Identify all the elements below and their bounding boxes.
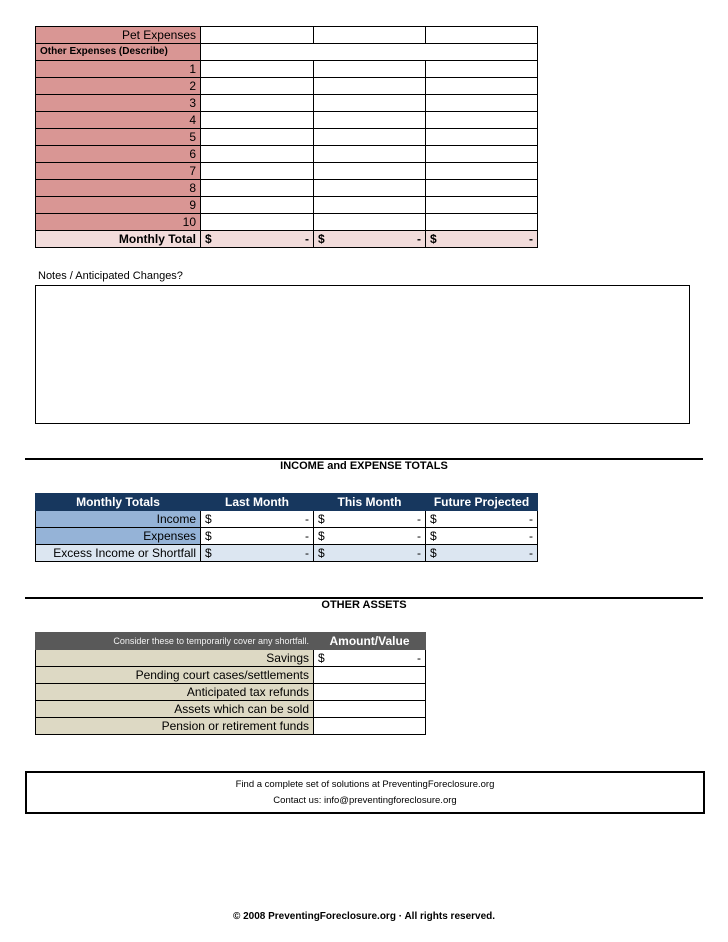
pet-expenses-label: Pet Expenses xyxy=(36,27,201,44)
table-header-row xyxy=(36,494,538,511)
expense-cell[interactable] xyxy=(426,214,538,231)
expense-cell[interactable] xyxy=(314,78,426,95)
expense-cell[interactable] xyxy=(314,112,426,129)
footer-box xyxy=(25,771,705,814)
row-label: Income xyxy=(36,511,201,528)
other-expense-number: 6 xyxy=(36,146,201,163)
expense-cell[interactable] xyxy=(201,129,314,146)
amount-value: - xyxy=(417,546,421,560)
expense-cell[interactable] xyxy=(314,95,426,112)
column-header: This Month xyxy=(314,494,426,511)
income-expense-title: INCOME and EXPENSE TOTALS xyxy=(280,460,448,472)
currency-symbol: $ xyxy=(318,529,325,543)
asset-amount-cell[interactable] xyxy=(314,684,426,701)
asset-label: Assets which can be sold xyxy=(36,701,314,718)
amount-value: - xyxy=(305,529,309,543)
other-expenses-describe-cell[interactable] xyxy=(201,44,538,61)
expense-cell[interactable] xyxy=(426,78,538,95)
other-assets-title: OTHER ASSETS xyxy=(321,599,407,611)
expenses-row xyxy=(36,528,538,545)
asset-amount-cell[interactable] xyxy=(314,718,426,735)
amount-value-header: Amount/Value xyxy=(314,633,426,650)
other-expense-number: 1 xyxy=(36,61,201,78)
table-row xyxy=(36,78,538,95)
column-header: Future Projected xyxy=(426,494,538,511)
amount-value: - xyxy=(305,546,309,560)
table-row xyxy=(36,667,426,684)
column-header: Monthly Totals xyxy=(36,494,201,511)
expense-cell[interactable] xyxy=(201,112,314,129)
table-row xyxy=(36,701,426,718)
amount-value: - xyxy=(305,232,309,246)
asset-label: Anticipated tax refunds xyxy=(36,684,314,701)
expense-cell[interactable] xyxy=(201,214,314,231)
table-row xyxy=(36,95,538,112)
amount-value: - xyxy=(305,512,309,526)
currency-symbol: $ xyxy=(205,232,212,246)
income-expense-table xyxy=(35,493,538,562)
table-row xyxy=(36,129,538,146)
currency-symbol: $ xyxy=(430,232,437,246)
expense-cell[interactable] xyxy=(201,95,314,112)
amount-value: - xyxy=(529,529,533,543)
other-expense-number: 10 xyxy=(36,214,201,231)
expense-cell[interactable] xyxy=(314,61,426,78)
expense-cell[interactable] xyxy=(201,180,314,197)
asset-label: Pending court cases/settlements xyxy=(36,667,314,684)
expense-cell[interactable] xyxy=(201,197,314,214)
table-row xyxy=(36,163,538,180)
other-expense-number: 9 xyxy=(36,197,201,214)
other-expense-number: 3 xyxy=(36,95,201,112)
table-row xyxy=(36,61,538,78)
currency-symbol: $ xyxy=(430,529,437,543)
table-row xyxy=(36,718,426,735)
table-row xyxy=(36,44,538,61)
expense-cell[interactable] xyxy=(314,197,426,214)
row-label: Expenses xyxy=(36,528,201,545)
pet-expenses-this-month-cell[interactable] xyxy=(314,27,426,44)
currency-symbol: $ xyxy=(318,232,325,246)
asset-label: Savings xyxy=(36,650,314,667)
other-expense-number: 7 xyxy=(36,163,201,180)
pet-expenses-last-month-cell[interactable] xyxy=(201,27,314,44)
table-row xyxy=(36,27,538,44)
row-label: Excess Income or Shortfall xyxy=(36,545,201,562)
amount-value: - xyxy=(417,651,421,665)
currency-symbol: $ xyxy=(205,512,212,526)
currency-symbol: $ xyxy=(205,529,212,543)
expense-cell[interactable] xyxy=(426,180,538,197)
expense-cell[interactable] xyxy=(426,163,538,180)
notes-textarea[interactable] xyxy=(35,285,690,424)
expense-cell[interactable] xyxy=(201,146,314,163)
table-row xyxy=(36,197,538,214)
expense-cell[interactable] xyxy=(314,180,426,197)
asset-amount-cell[interactable] xyxy=(314,650,426,667)
asset-amount-cell[interactable] xyxy=(314,701,426,718)
amount-value: - xyxy=(529,232,533,246)
asset-amount-cell[interactable] xyxy=(314,667,426,684)
table-row xyxy=(36,684,426,701)
expense-cell[interactable] xyxy=(201,78,314,95)
currency-symbol: $ xyxy=(318,546,325,560)
other-expense-number: 4 xyxy=(36,112,201,129)
expense-table xyxy=(35,26,538,248)
expense-cell[interactable] xyxy=(426,197,538,214)
currency-symbol: $ xyxy=(318,512,325,526)
monthly-total-row xyxy=(36,231,538,248)
assets-hint: Consider these to temporarily cover any shortfall. xyxy=(36,633,314,650)
copyright-text: © 2008 PreventingForeclosure.org · All rights reserved. xyxy=(232,911,496,922)
income-row xyxy=(36,511,538,528)
expense-cell[interactable] xyxy=(426,129,538,146)
monthly-total-this-month xyxy=(314,231,426,248)
pet-expenses-future-cell[interactable] xyxy=(426,27,538,44)
amount-value: - xyxy=(417,232,421,246)
amount-value: - xyxy=(417,512,421,526)
expense-cell[interactable] xyxy=(314,129,426,146)
table-row xyxy=(36,650,426,667)
amount-cell xyxy=(314,545,426,562)
other-expense-number: 8 xyxy=(36,180,201,197)
table-row xyxy=(36,112,538,129)
expense-cell[interactable] xyxy=(426,95,538,112)
monthly-total-future xyxy=(426,231,538,248)
monthly-total-label: Monthly Total xyxy=(36,231,201,248)
asset-label: Pension or retirement funds xyxy=(36,718,314,735)
currency-symbol: $ xyxy=(318,651,325,665)
expense-cell[interactable] xyxy=(426,112,538,129)
amount-cell xyxy=(314,511,426,528)
other-expense-number: 5 xyxy=(36,129,201,146)
amount-cell xyxy=(426,545,538,562)
table-header-row xyxy=(36,633,426,650)
other-expenses-label: Other Expenses (Describe) xyxy=(36,44,201,61)
table-row xyxy=(36,214,538,231)
footer-solutions-text: Find a complete set of solutions at PreventingForeclosure.org xyxy=(235,779,495,790)
currency-symbol: $ xyxy=(205,546,212,560)
expense-cell[interactable] xyxy=(201,163,314,180)
other-expense-number: 2 xyxy=(36,78,201,95)
expense-cell[interactable] xyxy=(314,214,426,231)
expense-cell[interactable] xyxy=(201,61,314,78)
currency-symbol: $ xyxy=(430,512,437,526)
amount-cell xyxy=(314,528,426,545)
amount-cell xyxy=(201,528,314,545)
excess-row xyxy=(36,545,538,562)
other-assets-table xyxy=(35,632,426,735)
expense-cell[interactable] xyxy=(314,163,426,180)
amount-value: - xyxy=(529,546,533,560)
amount-cell xyxy=(426,511,538,528)
amount-value: - xyxy=(417,529,421,543)
amount-value: - xyxy=(529,512,533,526)
table-row xyxy=(36,180,538,197)
amount-cell xyxy=(426,528,538,545)
table-row xyxy=(36,146,538,163)
expense-cell[interactable] xyxy=(426,146,538,163)
column-header: Last Month xyxy=(201,494,314,511)
notes-label: Notes / Anticipated Changes? xyxy=(38,270,183,282)
expense-cell[interactable] xyxy=(426,61,538,78)
amount-cell xyxy=(201,545,314,562)
amount-cell xyxy=(201,511,314,528)
currency-symbol: $ xyxy=(430,546,437,560)
footer-contact-text: Contact us: info@preventingforeclosure.org xyxy=(273,795,457,806)
expense-cell[interactable] xyxy=(314,146,426,163)
monthly-total-last-month xyxy=(201,231,314,248)
